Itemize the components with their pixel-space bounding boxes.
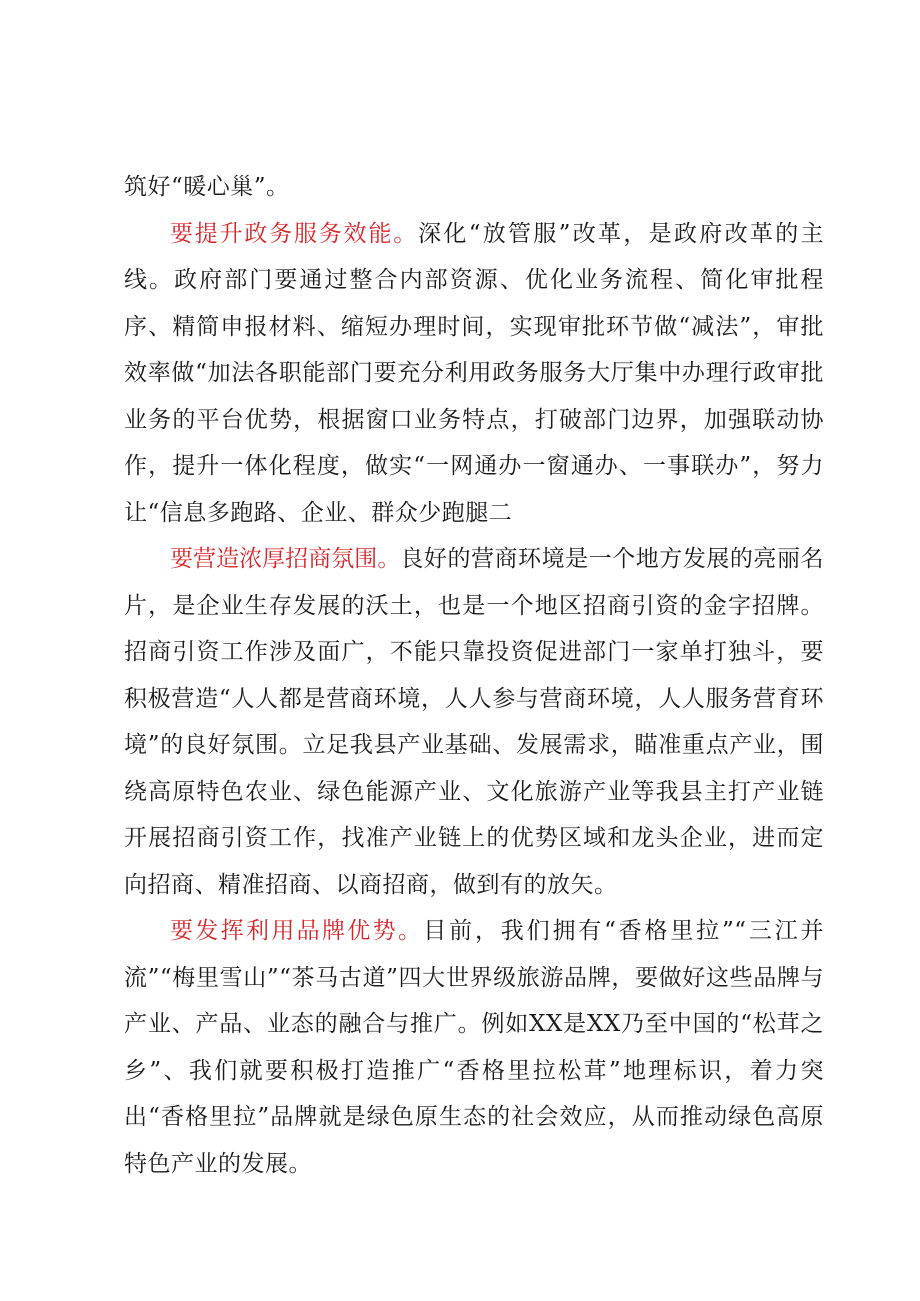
paragraph-heading: 要发挥利用品牌优势。 (170, 918, 424, 944)
paragraph-brand-advantage (124, 908, 824, 1187)
paragraph-text: 深化“放管服”改革，是政府改革的主线。政府部门要通过整合内部资源、优化业务流程、简化审批程序、精简申报材料、缩短办理时间，实现审批环节做“减法”，审批效率做“加法各职能部门要充分利用政务服务大厅集中办理行政审批业务的平台优势，根据窗口业务特点，打破部门边界，加强联动协作，提升一体化程度，做实“一网通办一窗通办、一事联办”，努力让“信息多跑路、企业、群众少跑腿二 (124, 220, 824, 526)
paragraph-text: 良好的营商环境是一个地方发展的亮丽名片，是企业生存发展的沃土，也是一个地区招商引资的金字招牌。招商引资工作涉及面广，不能只靠投资促进部门一家单打独斗，要积极营造“人人都是营商环境，人人参与营商环境，人人服务营育环境”的良好氛围。立足我县产业基础、发展需求，瞄准重点产业，围绕高原特色农业、绿色能源产业、文化旅游产业等我县主打产业链开展招商引资工作，找准产业链上的优势区域和龙头企业，进而定向招商、精准招商、以商招商，做到有的放矢。 (124, 546, 825, 898)
document-body (124, 164, 824, 1187)
paragraph-continuation (124, 164, 824, 211)
paragraph-text: 筑好“暖心巢”。 (124, 174, 290, 200)
paragraph-government-services (124, 211, 824, 537)
paragraph-text: 目前，我们拥有“香格里拉”“三江并流”“梅里雪山”“茶马古道”四大世界级旅游品牌，要做好这些品牌与产业、产品、业态的融合与推广。例如XX是XX乃至中国的“松茸之乡”、我们就要积极打造推广“香格里拉松茸”地理标识，着力突出“香格里拉”品牌就是绿色原生态的社会效应，从而推动绿色高原特色产业的发展。 (124, 918, 825, 1177)
paragraph-investment-atmosphere (124, 536, 824, 908)
paragraph-heading: 要营造浓厚招商氛围。 (170, 546, 401, 572)
paragraph-heading: 要提升政务服务效能。 (170, 220, 419, 247)
